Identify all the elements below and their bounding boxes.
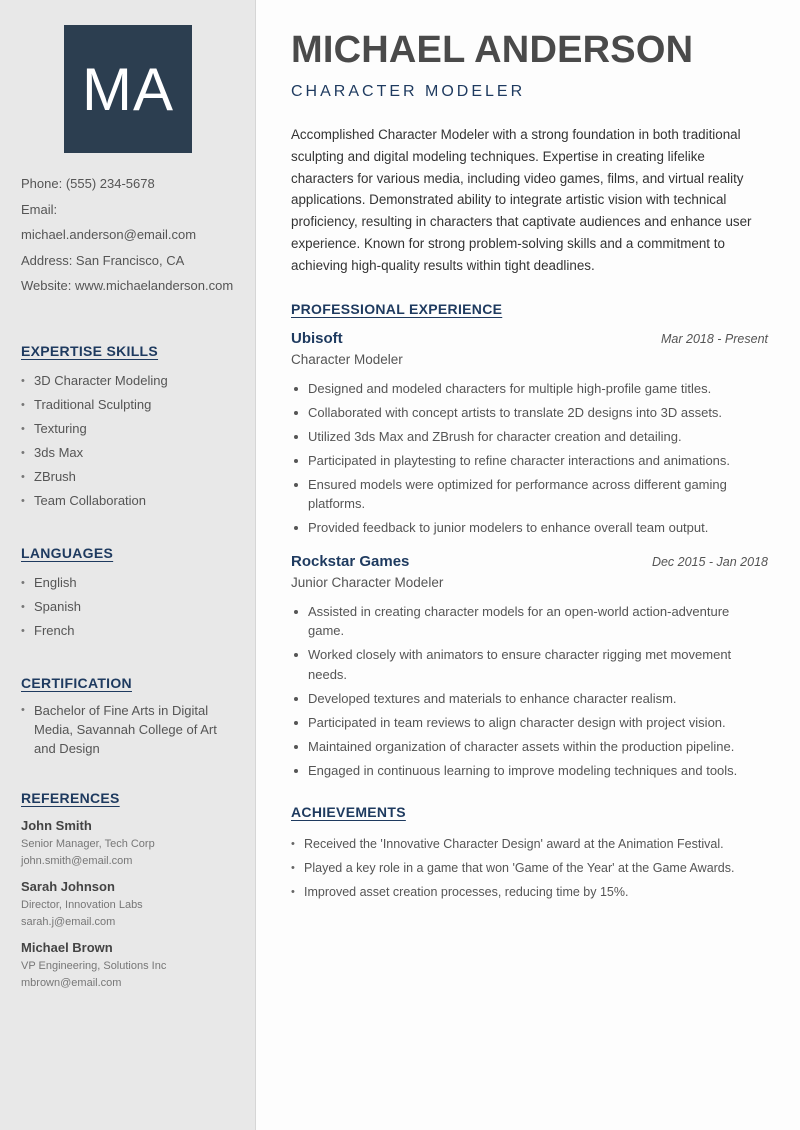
- job-dates: Mar 2018 - Present: [661, 331, 768, 346]
- candidate-name: MICHAEL ANDERSON: [291, 29, 694, 71]
- job-company: Ubisoft: [291, 329, 343, 347]
- list-item: • Improved asset creation processes, reducing time by 15%.: [291, 880, 768, 904]
- reference-item: [21, 938, 235, 992]
- reference-email: john.smith@email.com: [21, 854, 133, 867]
- reference-name: John Smith: [21, 817, 92, 833]
- list-item: • Spanish: [21, 595, 235, 619]
- experience-heading: PROFESSIONAL EXPERIENCE: [291, 300, 503, 317]
- job-role: Junior Character Modeler: [291, 574, 444, 590]
- list-item: • Traditional Sculpting: [21, 393, 235, 417]
- list-item: Participated in team reviews to align character design with project vision.: [291, 713, 768, 733]
- list-item: • Played a key role in a game that won 'Game of the Year' at the Game Awards.: [291, 856, 768, 880]
- reference-email: mbrown@email.com: [21, 976, 122, 989]
- reference-email: sarah.j@email.com: [21, 915, 116, 928]
- references-list: [21, 816, 235, 992]
- languages-heading: LANGUAGES: [21, 544, 114, 561]
- contact-phone: Phone: (555) 234-5678: [21, 176, 155, 191]
- reference-item: [21, 816, 235, 870]
- list-item: • Team Collaboration: [21, 489, 235, 513]
- list-item: Designed and modeled characters for multiple high-profile game titles.: [291, 379, 768, 399]
- skills-heading: EXPERTISE SKILLS: [21, 342, 159, 359]
- achievements-list: [291, 832, 768, 904]
- list-item: Ensured models were optimized for performance across different gaming platforms.: [291, 475, 768, 514]
- contact-website: Website: www.michaelanderson.com: [21, 278, 234, 293]
- list-item: • French: [21, 619, 235, 643]
- references-heading: REFERENCES: [21, 789, 120, 806]
- job-role: Character Modeler: [291, 351, 403, 367]
- job-header: [291, 552, 768, 572]
- reference-position: Senior Manager, Tech Corp: [21, 837, 155, 850]
- list-item: Maintained organization of character assets within the production pipeline.: [291, 737, 768, 757]
- list-item: • 3ds Max: [21, 441, 235, 465]
- reference-position: VP Engineering, Solutions Inc: [21, 959, 167, 972]
- list-item: Worked closely with animators to ensure character rigging met movement needs.: [291, 645, 768, 684]
- list-item: Participated in playtesting to refine character interactions and animations.: [291, 451, 768, 471]
- reference-name: Sarah Johnson: [21, 878, 115, 894]
- list-item: Collaborated with concept artists to translate 2D designs into 3D assets.: [291, 403, 768, 423]
- achievements-heading: ACHIEVEMENTS: [291, 804, 406, 821]
- list-item: • Received the 'Innovative Character Design' award at the Animation Festival.: [291, 832, 768, 856]
- list-item: • English: [21, 571, 235, 595]
- job-entry: [291, 552, 768, 781]
- contact-info: [21, 171, 235, 299]
- languages-list: [21, 571, 235, 643]
- list-item: Engaged in continuous learning to improve modeling techniques and tools.: [291, 761, 768, 781]
- summary-paragraph: Accomplished Character Modeler with a strong foundation in both traditional sculpting and digital modeling techniques. Expertise in creating lifelike characters for various media, including video games, films, and virtual reality applications. Demonstrated ability to integrate artistic vision with technical proficiency, resulting in characters that captivate audiences and enhance user experience. Known for strong problem-solving skills and a commitment to achieving high-quality results within tight deadlines.: [291, 127, 752, 273]
- list-item: • ZBrush: [21, 465, 235, 489]
- job-entry: [291, 329, 768, 538]
- job-company: Rockstar Games: [291, 552, 410, 570]
- skills-list: [21, 369, 235, 513]
- certification-list: [21, 701, 235, 758]
- list-item: • Texturing: [21, 417, 235, 441]
- certification-heading: CERTIFICATION: [21, 674, 132, 691]
- reference-position: Director, Innovation Labs: [21, 898, 143, 911]
- avatar-initials: MA: [64, 25, 192, 153]
- job-header: [291, 329, 768, 349]
- reference-name: Michael Brown: [21, 939, 113, 955]
- job-bullets: [291, 379, 768, 538]
- candidate-title: CHARACTER MODELER: [291, 83, 526, 100]
- list-item: Utilized 3ds Max and ZBrush for character creation and detailing.: [291, 427, 768, 447]
- list-item: • 3D Character Modeling: [21, 369, 235, 393]
- list-item: Provided feedback to junior modelers to enhance overall team output.: [291, 518, 768, 538]
- list-item: Assisted in creating character models for an open-world action-adventure game.: [291, 602, 768, 641]
- main-content: [291, 0, 768, 904]
- contact-email: Email: michael.anderson@email.com: [21, 201, 197, 242]
- sidebar: [0, 0, 256, 1130]
- job-dates: Dec 2015 - Jan 2018: [651, 554, 768, 569]
- contact-address: Address: San Francisco, CA: [21, 252, 185, 268]
- list-item: Developed textures and materials to enhance character realism.: [291, 689, 768, 709]
- job-bullets: [291, 602, 768, 781]
- list-item: • Bachelor of Fine Arts in Digital Media, Savannah College of Art and Design: [21, 701, 235, 758]
- reference-item: [21, 877, 235, 931]
